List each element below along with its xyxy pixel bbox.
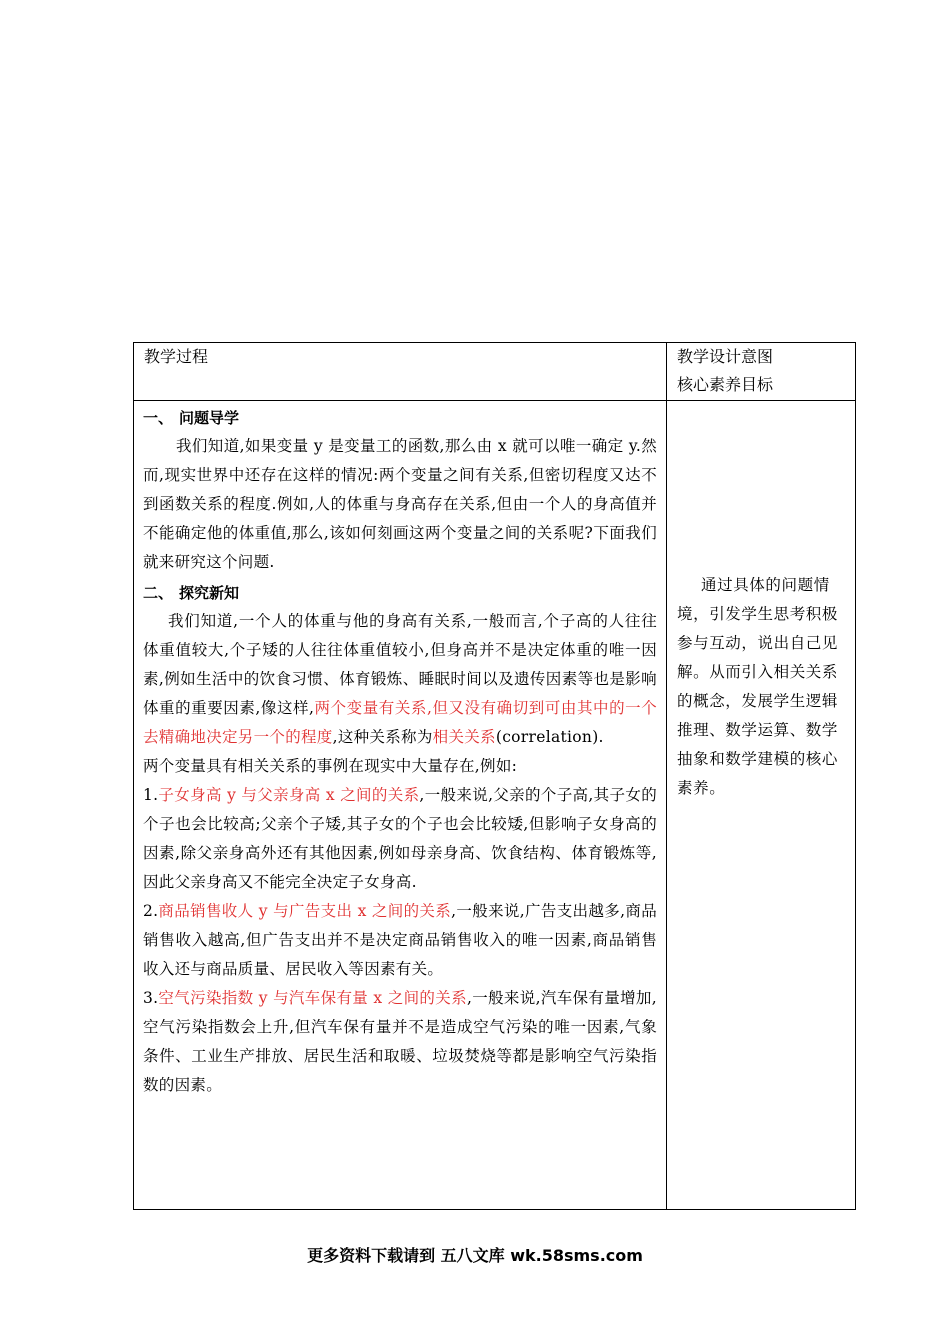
example-2-text: ,一般来说,广告支出越多,商品销售收入越高,但广告支出并不是决定商品销售收入的唯一因素,商品销售收入还与商品质量、居民收入等因素有关。 [143, 902, 657, 978]
paragraph-2-text-b: ,这种关系称为 [332, 728, 433, 746]
design-intent-cell [667, 401, 856, 1210]
section-title-1: 问题导学 [179, 409, 240, 427]
section-title-2: 探究新知 [179, 584, 240, 602]
header-right-label-1: 教学设计意图 [677, 347, 774, 366]
header-right-label-2: 核心素养目标 [677, 375, 774, 394]
example-3-number: 3. [143, 989, 159, 1007]
paragraph-1: 我们知道,如果变量 y 是变量工的函数,那么由 x 就可以唯一确定 y.然而,现实世界中还存在这样的情况:两个变量之间有关系,但密切程度又达不到函数关系的程度.例如,人的体重与身高存在关系,但由一个人的身高值并不能确定他的体重值,那么,该如何刻画这两个变量之间的关系呢?下面我们就来研究这个问题. [143, 437, 657, 571]
header-left-label: 教学过程 [144, 347, 209, 366]
example-2-highlight: 商品销售收人 y 与广告支出 x 之间的关系 [158, 902, 452, 920]
process-cell [134, 401, 667, 1210]
design-intent-text: 通过具体的问题情境，引发学生思考积极参与互动，说出自己见解。从而引入相关关系的概念，发展学生逻辑推理、数学运算、数学抽象和数学建模的核心素养。 [677, 576, 839, 797]
example-2-number: 2. [143, 902, 159, 920]
section-heading-1 [143, 402, 657, 432]
paragraph-2-text-c: (correlation). [495, 728, 604, 746]
paragraph-2-text-a: 我们知道,一个人的体重与他的身高有关系,一般而言,个子高的人往往体重值较大,个子矮的人往往体重值较小,但身高并不是决定体重的唯一因素,例如生活中的饮食习惯、体育锻炼、睡眠时间以及遗传因素等也是影响体重的重要因素,像这样, [143, 612, 657, 717]
table-body-row [134, 401, 856, 1210]
paragraph-2-highlight-2: 相关关系 [432, 728, 496, 746]
paragraph-3: 两个变量具有相关关系的事例在现实中大量存在,例如: [143, 757, 518, 775]
header-right-cell [667, 343, 856, 401]
table-header-row [134, 343, 856, 401]
section-number-2: 二、 [143, 584, 174, 602]
example-3-highlight: 空气污染指数 y 与汽车保有量 x 之间的关系 [158, 989, 467, 1007]
example-1-text: ,一般来说,父亲的个子高,其子女的个子也会比较高;父亲个子矮,其子女的个子也会比较矮,但影响子女身高的因素,除父亲身高外还有其他因素,例如母亲身高、饮食结构、体育锻炼等,因此父亲身高又不能完全决定子女身高. [143, 786, 657, 891]
section-heading-2 [143, 577, 657, 607]
example-1 [143, 781, 657, 897]
example-1-highlight: 子女身高 y 与父亲身高 x 之间的关系 [158, 786, 420, 804]
lesson-table [133, 342, 856, 1210]
example-3 [143, 984, 657, 1100]
example-1-number: 1. [143, 786, 159, 804]
paragraph-2 [143, 607, 657, 752]
example-2 [143, 897, 657, 984]
paragraph-2-highlight-1: 两个变量有关系,但又没有确切到可由其中的一个去精确地决定另一个的程度 [143, 699, 657, 746]
footer-download-note: 更多资料下载请到 五八文库 wk.58sms.com [307, 1246, 643, 1265]
header-left-cell [134, 343, 667, 401]
section-number-1: 一、 [143, 409, 174, 427]
example-3-text: ,一般来说,汽车保有量增加,空气污染指数会上升,但汽车保有量并不是造成空气污染的唯一因素,气象条件、工业生产排放、居民生活和取暖、垃圾焚烧等都是影响空气污染指数的因素。 [143, 989, 657, 1094]
